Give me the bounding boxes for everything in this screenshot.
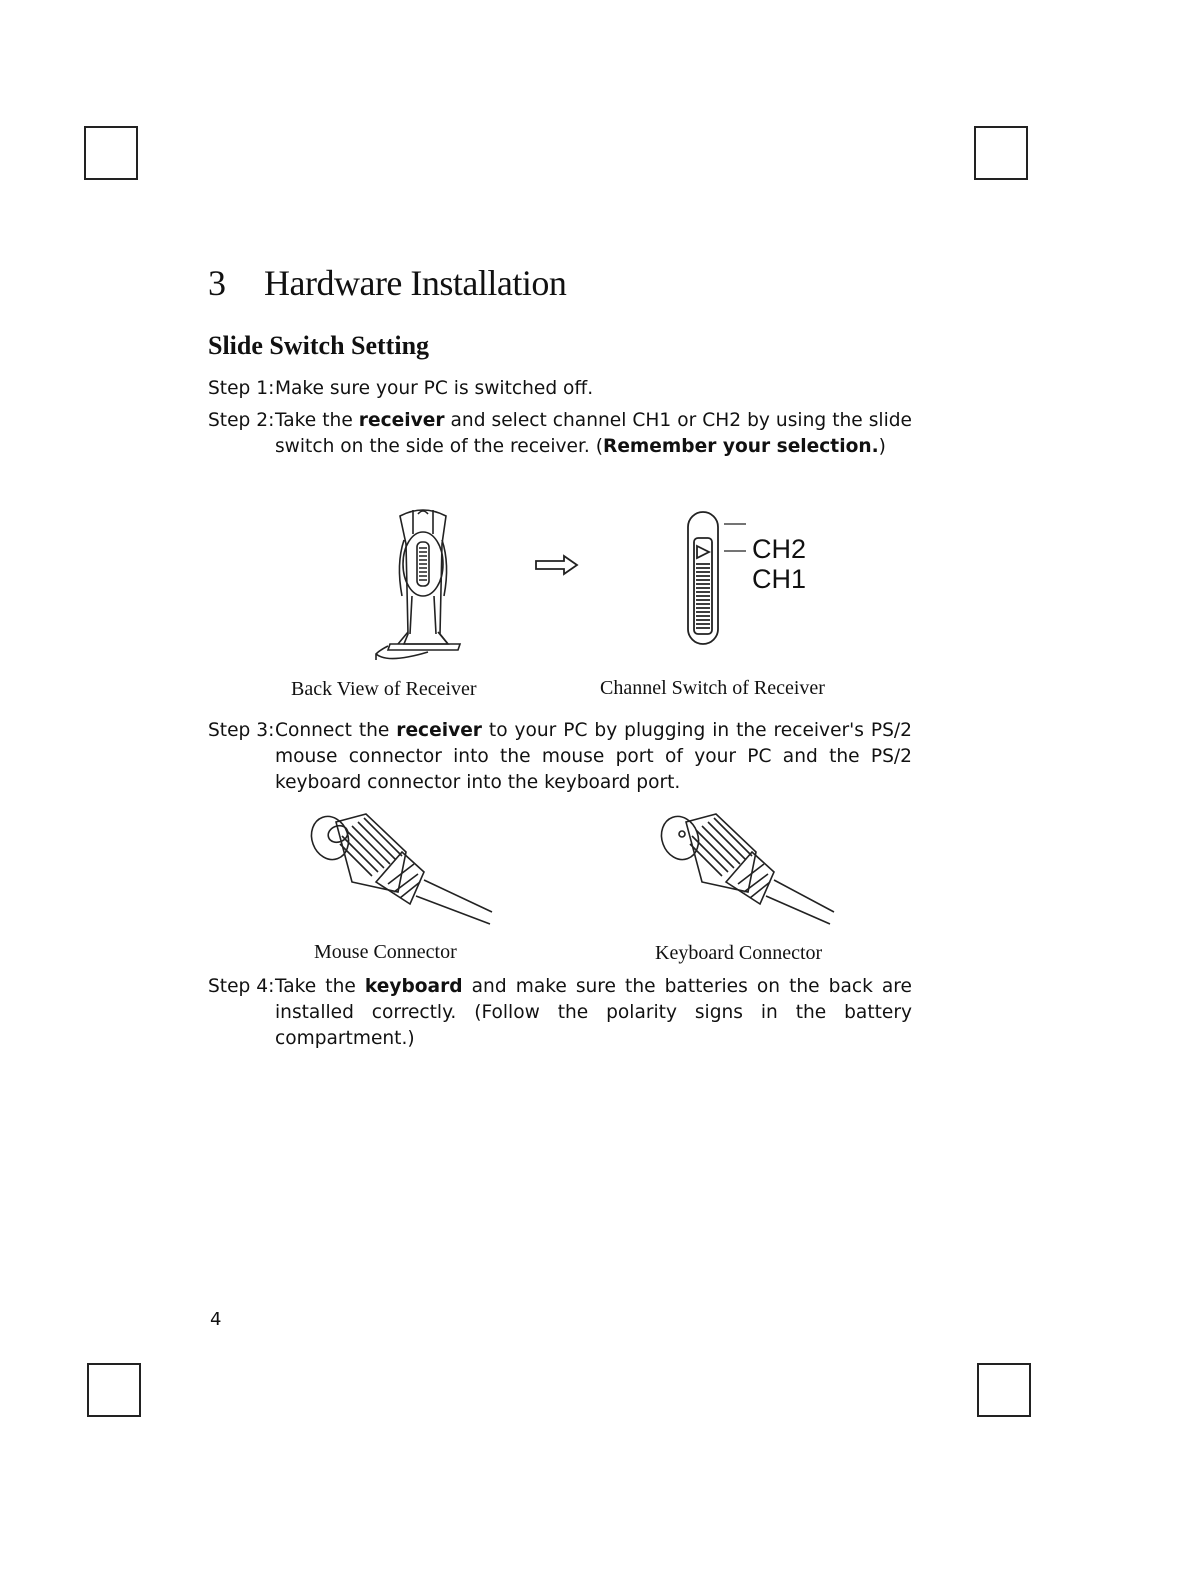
- ch2-label: CH2: [752, 534, 807, 564]
- chapter-title: Hardware Installation: [264, 263, 567, 303]
- page-number: 4: [210, 1309, 222, 1330]
- chapter-heading: [208, 262, 566, 304]
- keyboard-connector-illustration: [656, 812, 846, 930]
- step-text: Connect the receiver to your PC by plugging in the receiver's PS/2 mouse connector into the mouse port of your PC and the PS/2 keyboard connector into the keyboard port.: [275, 720, 912, 793]
- channel-switch-illustration: [684, 508, 754, 650]
- step-4: [208, 974, 912, 1052]
- crop-mark-bottom-left: [87, 1363, 141, 1417]
- step-label: Step 1:: [208, 378, 275, 399]
- step-text: Take the receiver and select channel CH1 or CH2 by using the slide switch on the side of the receiver. (Remember your selection.): [275, 410, 912, 457]
- step-2: [208, 408, 912, 460]
- step-label: Step 4:: [208, 976, 275, 997]
- receiver-back-view-illustration: [368, 504, 478, 674]
- channel-switch-caption: Channel Switch of Receiver: [600, 677, 825, 699]
- crop-mark-bottom-right: [977, 1363, 1031, 1417]
- step-label: Step 3:: [208, 720, 275, 741]
- step-text: Make sure your PC is switched off.: [275, 378, 594, 399]
- ch1-label: CH1: [752, 564, 807, 594]
- chapter-number: 3: [208, 263, 226, 303]
- step-label: Step 2:: [208, 410, 275, 431]
- keyboard-connector-caption: Keyboard Connector: [655, 942, 823, 964]
- receiver-back-caption: Back View of Receiver: [291, 678, 477, 700]
- crop-mark-top-right: [974, 126, 1028, 180]
- section-title: Slide Switch Setting: [208, 331, 430, 360]
- crop-mark-top-left: [84, 126, 138, 180]
- step-3: [208, 718, 912, 796]
- step-1: [208, 376, 912, 402]
- mouse-connector-illustration: [306, 812, 496, 930]
- arrow-right-icon: [534, 553, 580, 577]
- mouse-connector-caption: Mouse Connector: [314, 941, 457, 963]
- step-text: Take the keyboard and make sure the batteries on the back are installed correctly. (Follow the polarity signs in the battery compartment.): [275, 976, 912, 1049]
